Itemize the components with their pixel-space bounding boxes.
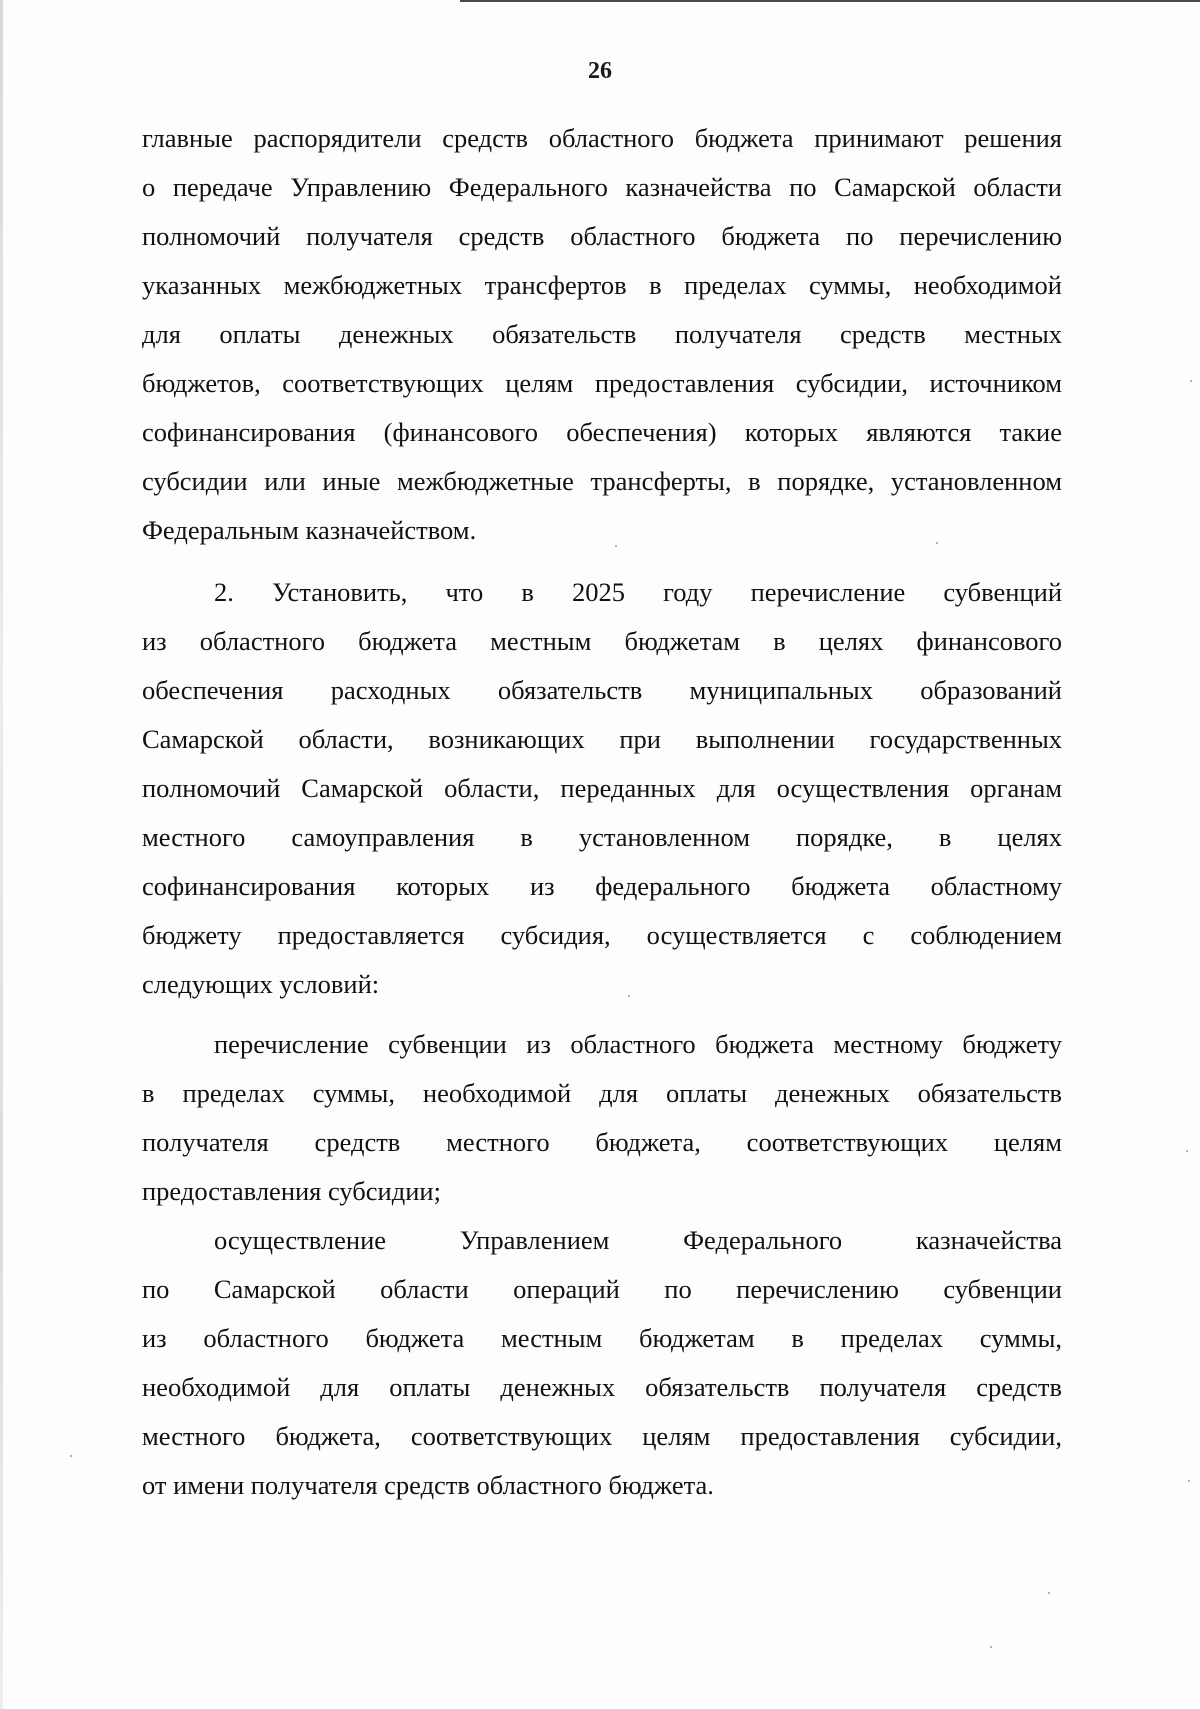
text-line: Федеральным казначейством. xyxy=(142,515,477,545)
text-line: получателя средств местного бюджета, соответствующих целям xyxy=(142,1127,1062,1157)
text-line: бюджетов, соответствующих целям предоставления субсидии, источником xyxy=(142,368,1062,398)
text-line: осуществление Управлением Федерального казначейства xyxy=(214,1225,1062,1255)
page-number: 26 xyxy=(588,58,612,84)
text-line: софинансирования которых из федерального бюджета областному xyxy=(142,871,1062,901)
text-line: местного самоуправления в установленном порядке, в целях xyxy=(142,822,1062,852)
scan-speck xyxy=(990,1646,992,1648)
paragraph-3 xyxy=(142,1020,1062,1216)
text-line: перечисление субвенции из областного бюджета местному бюджету xyxy=(214,1029,1062,1059)
scan-speck xyxy=(628,995,630,997)
text-line: в пределах суммы, необходимой для оплаты денежных обязательств xyxy=(142,1078,1062,1108)
text-line: указанных межбюджетных трансфертов в пределах суммы, необходимой xyxy=(142,270,1062,300)
scan-speck xyxy=(615,545,617,547)
scan-edge-left xyxy=(0,0,3,1709)
text-line: местного бюджета, соответствующих целям предоставления субсидии, xyxy=(142,1421,1062,1451)
text-line: о передаче Управлению Федерального казначейства по Самарской области xyxy=(142,172,1062,202)
scan-speck xyxy=(70,1455,72,1457)
text-line: из областного бюджета местным бюджетам в целях финансового xyxy=(142,626,1062,656)
text-line: из областного бюджета местным бюджетам в пределах суммы, xyxy=(142,1323,1062,1353)
text-line: полномочий Самарской области, переданных для осуществления органам xyxy=(142,773,1062,803)
text-line: следующих условий: xyxy=(142,969,380,999)
paragraph-4 xyxy=(142,1216,1062,1510)
paragraph-2 xyxy=(142,568,1062,1009)
text-line: Самарской области, возникающих при выполнении государственных xyxy=(142,724,1062,754)
scan-speck xyxy=(936,542,938,544)
text-line: 2. Установить, что в 2025 году перечисление субвенций xyxy=(214,577,1062,607)
text-line: субсидии или иные межбюджетные трансферты, в порядке, установленном xyxy=(142,466,1062,496)
text-line: главные распорядители средств областного бюджета принимают решения xyxy=(142,123,1062,153)
text-line: бюджету предоставляется субсидия, осуществляется с соблюдением xyxy=(142,920,1062,950)
text-line: от имени получателя средств областного бюджета. xyxy=(142,1470,714,1500)
text-line: для оплаты денежных обязательств получателя средств местных xyxy=(142,319,1062,349)
scan-speck xyxy=(1188,1480,1190,1482)
text-line: обеспечения расходных обязательств муниципальных образований xyxy=(142,675,1062,705)
text-line: необходимой для оплаты денежных обязательств получателя средств xyxy=(142,1372,1062,1402)
scan-speck xyxy=(1186,1150,1188,1152)
scan-speck xyxy=(1048,1592,1050,1594)
text-line: полномочий получателя средств областного бюджета по перечислению xyxy=(142,221,1062,251)
text-line: предоставления субсидии; xyxy=(142,1176,441,1206)
text-line: софинансирования (финансового обеспечения) которых являются такие xyxy=(142,417,1062,447)
text-line: по Самарской области операций по перечислению субвенции xyxy=(142,1274,1062,1304)
scan-speck xyxy=(1190,380,1192,382)
scan-edge-top xyxy=(460,0,1200,2)
paragraph-1 xyxy=(142,114,1062,555)
